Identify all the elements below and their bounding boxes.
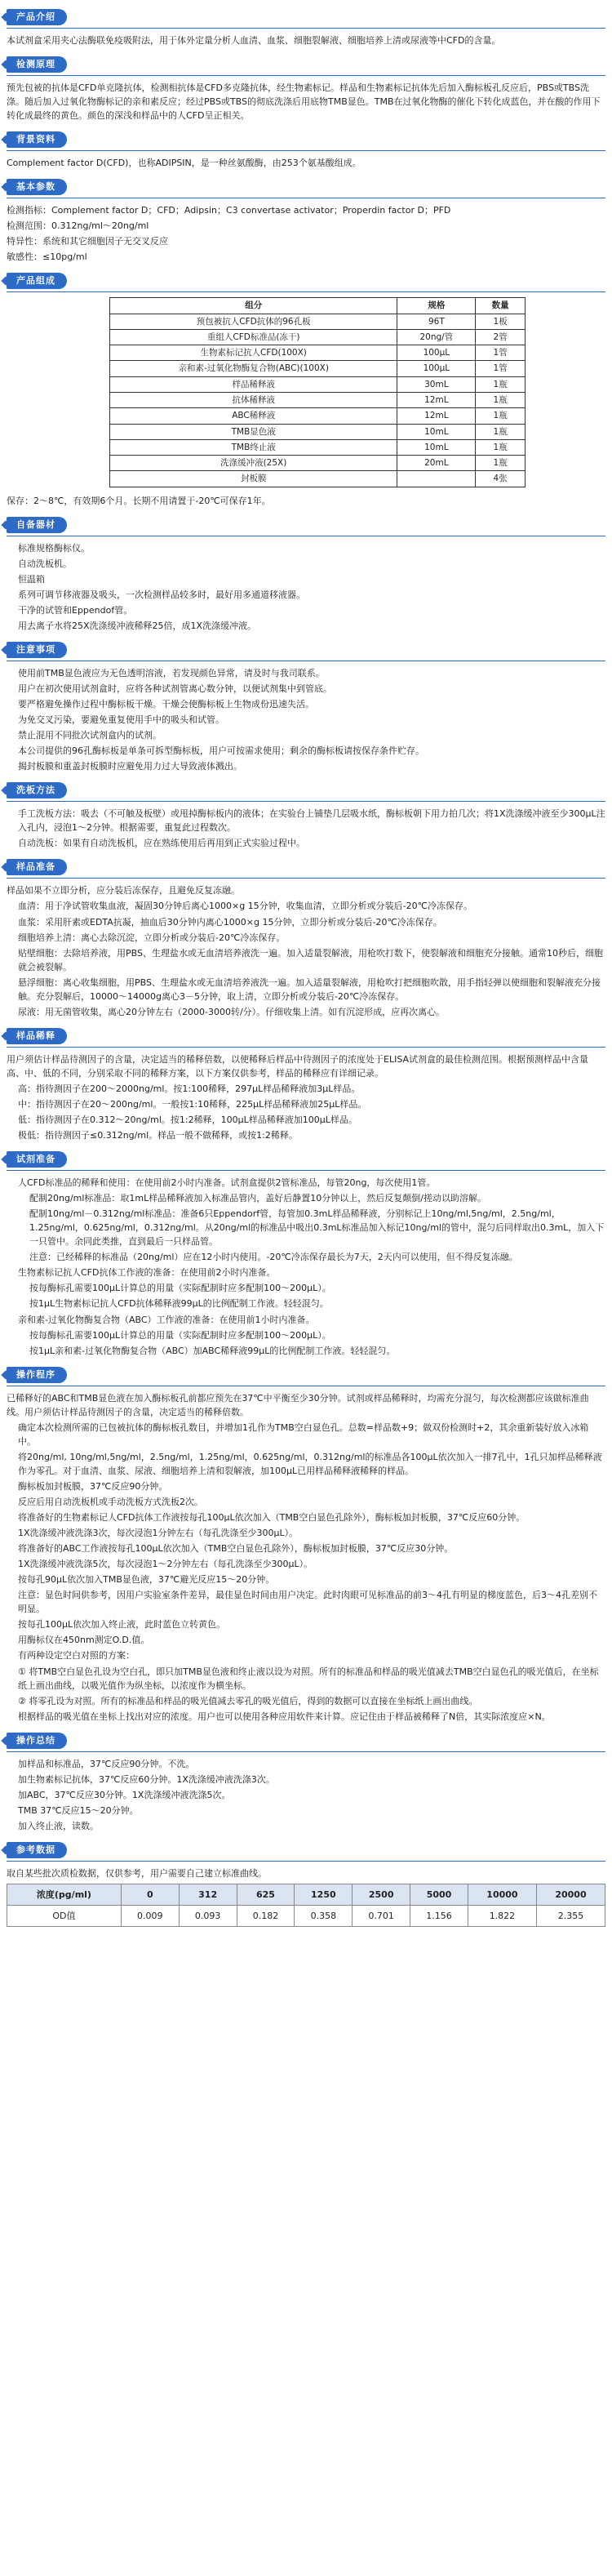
list-item: 人CFD标准品的稀释和使用：在使用前2小时内准备。试剂盒提供2管标准品，每管20ng，每次使用1管。 bbox=[18, 1177, 436, 1189]
components-table bbox=[109, 297, 526, 487]
table-cell: 样品稀释液 bbox=[110, 376, 397, 392]
section-tag: 操作程序 bbox=[7, 1367, 67, 1383]
list-item: 按每酶标孔需要100μL计算总的用量（实际配制时应多配制100～200μL）。 bbox=[29, 1329, 331, 1341]
table-cell: 抗体稀释液 bbox=[110, 393, 397, 408]
list-item: 为免交叉污染，要避免重复使用手中的吸头和试管。 bbox=[18, 714, 224, 726]
list-item: 干净的试管和Eppendof管。 bbox=[18, 604, 133, 616]
reagent-list bbox=[7, 1176, 605, 1358]
column-header: 组分 bbox=[110, 298, 397, 314]
list-item: 按1μL亲和素-过氧化物酶复合物（ABC）加ABC稀释液99μL的比例配制工作液。轻轻混匀。 bbox=[29, 1345, 396, 1356]
table-cell: 1管 bbox=[476, 345, 526, 361]
section-principle bbox=[7, 54, 605, 122]
table-row bbox=[110, 439, 526, 455]
section-header bbox=[7, 1840, 605, 1862]
section-tag: 自备器材 bbox=[7, 517, 67, 533]
list-item: 加ABC，37℃反应30分钟。1X洗涤缓冲液洗涤5次。 bbox=[18, 1789, 231, 1800]
table-cell: 312 bbox=[179, 1884, 237, 1905]
table-cell: 2500 bbox=[353, 1884, 410, 1905]
table-cell: 0.182 bbox=[237, 1906, 295, 1927]
table-row bbox=[110, 345, 526, 361]
table-cell: 5000 bbox=[410, 1884, 468, 1905]
table-cell: 1瓶 bbox=[476, 393, 526, 408]
column-header: 数量 bbox=[476, 298, 526, 314]
list-item: 标准规格酶标仪。 bbox=[18, 542, 90, 554]
table-cell: 浓度(pg/ml) bbox=[7, 1884, 122, 1905]
table-cell: 1瓶 bbox=[476, 439, 526, 455]
table-cell: 洗涤缓冲液(25X) bbox=[110, 456, 397, 471]
table-cell: 10000 bbox=[468, 1884, 536, 1905]
table-cell: 0.358 bbox=[295, 1906, 353, 1927]
list-item: 按每孔100μL依次加入终止液，此时蓝色立转黄色。 bbox=[18, 1619, 226, 1631]
param-line: 检测范围：0.312ng/ml～20ng/ml bbox=[7, 220, 149, 232]
table-cell: 预包被抗人CFD抗体的96孔板 bbox=[110, 314, 397, 329]
list-item: 禁止混用不同批次试剂盒内的试剂。 bbox=[18, 730, 162, 741]
table-cell: 30mL bbox=[397, 376, 476, 392]
table-row bbox=[110, 314, 526, 329]
table-cell: 20000 bbox=[536, 1884, 605, 1905]
section-tag: 产品组成 bbox=[7, 273, 67, 289]
list-item: 用去离子水将25X洗涤缓冲液稀释25倍，成1X洗涤缓冲液。 bbox=[18, 620, 257, 631]
list-item: 贴壁细胞：去除培养液，用PBS、生理盐水或无血清培养液洗一遍。加入适量裂解液，用枪吹打数下，使裂解液和细胞充分接触。通常10秒后，细胞就会被裂解。 bbox=[18, 947, 603, 972]
section-sample-dilution bbox=[7, 1026, 605, 1142]
list-item: 按每酶标孔需要100μL计算总的用量（实际配制时应多配制100～200μL）。 bbox=[29, 1283, 331, 1294]
section-reagent-prep bbox=[7, 1149, 605, 1358]
list-item: 用酶标仪在450nm测定O.D.值。 bbox=[18, 1635, 150, 1646]
table-cell: 625 bbox=[237, 1884, 295, 1905]
table-row bbox=[7, 1906, 605, 1927]
section-basic-params bbox=[7, 176, 605, 264]
list-item: ① 将TMB空白显色孔设为空白孔，即只加TMB显色液和终止液以设为对照。所有的标准品和样品的吸光值减去TMB空白显色孔的吸光值后，在坐标纸上画出曲线，以吸光值作为纵坐标，以浓度作为横坐标。 bbox=[18, 1666, 599, 1691]
table-cell: ABC稀释液 bbox=[110, 408, 397, 424]
list-item: 加生物素标记抗体，37℃反应60分钟。1X洗涤缓冲液洗涤3次。 bbox=[18, 1773, 275, 1785]
background-text: Complement factor D(CFD)，也称ADIPSIN，是一种丝氨酸酶，由253个氨基酸组成。 bbox=[7, 158, 361, 169]
section-tag: 样品准备 bbox=[7, 859, 67, 875]
dilution-intro: 用户须估计样品待测因子的含量，决定适当的稀释倍数，以使稀释后样品中待测因子的浓度处于ELISA试剂盒的最佳检测范围。根据预测样品中含量高、中、低的不同，分别采取不同的稀释方案，以下方案仅供参考，样品的稀释应有详细记录。 bbox=[7, 1053, 589, 1079]
table-cell: 0.701 bbox=[353, 1906, 410, 1927]
intro-text: 本试剂盒采用夹心法酶联免疫吸附法，用于体外定量分析人血清、血浆、细胞裂解液、细胞培养上清或尿液等中CFD的含量。 bbox=[7, 35, 501, 46]
section-components bbox=[7, 270, 605, 507]
section-header bbox=[7, 7, 605, 29]
list-item: 要严格避免操作过程中酶标板干燥。干燥会使酶标板上生物成份迅速失活。 bbox=[18, 699, 314, 710]
table-cell: 100μL bbox=[397, 345, 476, 361]
table-cell: 0.009 bbox=[121, 1906, 179, 1927]
table-cell: 0.093 bbox=[179, 1906, 237, 1927]
table-cell: 20mL bbox=[397, 456, 476, 471]
list-item: 系列可调节移液器及吸头，一次检测样品较多时，最好用多通道移液器。 bbox=[18, 589, 305, 600]
table-row bbox=[110, 329, 526, 345]
section-reference-data bbox=[7, 1840, 605, 1927]
list-item: 样品如果不立即分析，应分装后冻保存，且避免反复冻融。 bbox=[7, 885, 240, 896]
table-row bbox=[110, 471, 526, 487]
list-item: 配制20ng/ml标准品：取1mL样品稀释液加入标准品管内，盖好后静置10分钟以上，然后反复颠倒/搓动以助溶解。 bbox=[29, 1193, 486, 1204]
table-cell: 1250 bbox=[295, 1884, 353, 1905]
section-header bbox=[7, 780, 605, 802]
section-notes bbox=[7, 639, 605, 773]
list-item: 细胞培养上清：离心去除沉淀，立即分析或分装后-20℃冷冻保存。 bbox=[18, 932, 286, 943]
section-tag: 检测原理 bbox=[7, 56, 67, 73]
section-tag: 样品稀释 bbox=[7, 1028, 67, 1044]
section-header bbox=[7, 54, 605, 76]
table-cell: 1.822 bbox=[468, 1906, 536, 1927]
table-cell: 2管 bbox=[476, 329, 526, 345]
list-item: 按1μL生物素标记抗人CFD抗体稀释液99μL的比例配制工作液。轻轻混匀。 bbox=[29, 1298, 329, 1310]
column-header: 规格 bbox=[397, 298, 476, 314]
table-cell: 生物素标记抗人CFD(100X) bbox=[110, 345, 397, 361]
list-item: 极低：指待测因子≤0.312ng/ml。样品一般不做稀释，或按1:2稀释。 bbox=[18, 1130, 298, 1141]
section-tag: 基本参数 bbox=[7, 179, 67, 195]
table-row bbox=[110, 424, 526, 439]
table-header-row bbox=[110, 298, 526, 314]
section-tag: 产品介绍 bbox=[7, 9, 67, 25]
table-cell: 1瓶 bbox=[476, 408, 526, 424]
table-cell: 0 bbox=[121, 1884, 179, 1905]
section-sample-prep bbox=[7, 856, 605, 1018]
table-cell bbox=[397, 471, 476, 487]
list-item: 恒温箱 bbox=[18, 573, 45, 585]
section-header bbox=[7, 176, 605, 198]
list-item: 根据样品的吸光值在坐标上找出对应的浓度。用户也可以使用各种应用软件来计算。应记住由于样品被稀释了N倍，其实际浓度应×N。 bbox=[18, 1711, 551, 1722]
product-manual bbox=[0, 7, 612, 1937]
list-item: 使用前TMB显色液应为无色透明溶液，若发现颜色异常，请及时与我司联系。 bbox=[18, 667, 325, 678]
section-background bbox=[7, 129, 605, 170]
table-header-row bbox=[7, 1884, 605, 1905]
table-cell: TMB显色液 bbox=[110, 424, 397, 439]
table-cell: 封板膜 bbox=[110, 471, 397, 487]
table-cell: 10mL bbox=[397, 439, 476, 455]
section-header bbox=[7, 1364, 605, 1386]
list-item: 注意：已经稀释的标准品（20ng/ml）应在12小时内使用。-20℃冷冻保存最长为7天，2天内可以使用，但不得反复冻融。 bbox=[29, 1252, 518, 1263]
section-header bbox=[7, 639, 605, 661]
list-item: 加入终止液，读数。 bbox=[18, 1820, 99, 1831]
table-cell: 1.156 bbox=[410, 1906, 468, 1927]
table-cell: 1板 bbox=[476, 314, 526, 329]
procedure-list bbox=[7, 1391, 605, 1724]
table-cell: 4张 bbox=[476, 471, 526, 487]
section-header bbox=[7, 856, 605, 879]
section-header bbox=[7, 1149, 605, 1171]
table-cell: OD值 bbox=[7, 1906, 122, 1927]
section-tag: 注意事项 bbox=[7, 642, 67, 658]
section-header bbox=[7, 270, 605, 292]
table-row bbox=[110, 393, 526, 408]
param-line: 特异性：系统和其它细胞因子无交叉反应 bbox=[7, 236, 168, 247]
list-item: 生物素标记抗人CFD抗体工作液的准备：在使用前2小时内准备。 bbox=[18, 1267, 276, 1279]
principle-text: 预先包被的抗体是CFD单克隆抗体，检测相抗体是CFD多克隆抗体，经生物素标记。样品和生物素标记抗体先后加入酶标板孔反应后，PBS或TBS洗涤。随后加入过氧化物酶标记的亲和素反应；经过PBS或TBS的彻底洗涤后用底物TMB显色。TMB在过氧化物酶的催化下转化成蓝色，并在酸的作用下转化成最终的黄色。颜色的深浅和样品中的人CFD呈正相关。 bbox=[7, 82, 601, 122]
section-header bbox=[7, 1730, 605, 1752]
list-item: 注意：显色时间供参考，因用户实验室条件差异，最佳显色时间由用户决定。此时肉眼可见标准品的前3～4孔有明显的梯度蓝色，后3～4孔差别不明显。 bbox=[18, 1590, 597, 1615]
reference-table bbox=[7, 1884, 605, 1927]
section-summary bbox=[7, 1730, 605, 1833]
list-item: 将准备好的ABC工作液按每孔100μL依次加入（TMB空白显色孔除外），酶标板加封板膜，37℃反应30分钟。 bbox=[18, 1543, 454, 1555]
table-cell: 100μL bbox=[397, 361, 476, 376]
list-item: 已稀释好的ABC和TMB显色液在加入酶标板孔前都应预先在37℃中平衡至少30分钟。试剂或样品稀释时，均需充分混匀，每次检测都应该做标准曲线。用户须估计样品待测因子的含量，决定适当的稀释倍数。 bbox=[7, 1392, 589, 1417]
table-row bbox=[110, 408, 526, 424]
list-item: 高：指待测因子在200～2000ng/ml。按1:100稀释，297μL样品稀释液加3μL样品。 bbox=[18, 1083, 361, 1094]
section-tag: 试剂准备 bbox=[7, 1151, 67, 1168]
table-cell: 1瓶 bbox=[476, 376, 526, 392]
section-header bbox=[7, 1026, 605, 1048]
components-table-body bbox=[110, 314, 526, 487]
list-item: 血浆：采用肝素或EDTA抗凝，抽血后30分钟内离心1000×g 15分钟，立即分析或分装后-20℃冷冻保存。 bbox=[18, 916, 442, 928]
table-row bbox=[110, 361, 526, 376]
list-item: 1X洗涤缓冲液洗涤5次，每次浸泡1～2分钟左右（每孔洗涤至少300μL）。 bbox=[18, 1559, 313, 1570]
list-item: 酶标板加封板膜，37℃反应90分钟。 bbox=[18, 1480, 168, 1492]
list-item: TMB 37℃反应15～20分钟。 bbox=[18, 1804, 139, 1816]
list-item: 1X洗涤缓冲液洗涤3次，每次浸泡1分钟左右（每孔洗涤至少300μL）。 bbox=[18, 1528, 299, 1539]
list-item: 血清：用于净试管收集血液，凝固30分钟后离心1000×g 15分钟，收集血清，立即分析或分装后-20℃冷冻保存。 bbox=[18, 901, 473, 912]
table-cell: 重组人CFD标准品(冻干) bbox=[110, 329, 397, 345]
section-tag: 洗板方法 bbox=[7, 782, 67, 799]
table-row bbox=[110, 376, 526, 392]
section-tag: 参考数据 bbox=[7, 1842, 67, 1858]
section-equipment bbox=[7, 514, 605, 633]
section-procedure bbox=[7, 1364, 605, 1724]
list-item: 反应后用自动洗板机或手动洗板方式洗板2次。 bbox=[18, 1497, 203, 1507]
section-tag: 操作总结 bbox=[7, 1733, 67, 1749]
list-item: 自动洗板：如果有自动洗板机，应在熟练使用后再用到正式实验过程中。 bbox=[18, 838, 305, 849]
table-cell: 96T bbox=[397, 314, 476, 329]
list-item: 自动洗板机。 bbox=[18, 558, 72, 569]
table-cell: 2.355 bbox=[536, 1906, 605, 1927]
list-item: 有两种设定空白对照的方案： bbox=[18, 1650, 135, 1662]
table-cell: TMB终止液 bbox=[110, 439, 397, 455]
table-cell: 1瓶 bbox=[476, 424, 526, 439]
list-item: 加样品和标准品，37℃反应90分钟。不洗。 bbox=[18, 1758, 195, 1769]
list-item: 配制10ng/ml－0.312ng/ml标准品：准备6只Eppendorf管，每管加0.3mL样品稀释液，分别标记上10ng/ml,5ng/ml，2.5ng/ml，1.25ng/ml，0.625ng/ml，0.312ng/ml。从20ng/ml的标准品中吸出0.3mL标准品加入标记10ng/ml的管中，混匀后同样取出0.3mL，加入下一只管中。余同此类推，直到最后一只样品管。 bbox=[29, 1208, 605, 1248]
list-item: 本公司提供的96孔酶标板是单条可拆型酶标板，用户可按需求使用；剩余的酶标板请按保存条件贮存。 bbox=[18, 745, 424, 757]
section-header bbox=[7, 129, 605, 151]
list-item: 确定本次检测所需的已包被抗体的酶标板孔数目，并增加1孔作为TMB空白显色孔。总数=样品数+9；做双份检测时+2，其余重新装好放入冰箱中。 bbox=[18, 1421, 589, 1447]
table-cell: 10mL bbox=[397, 424, 476, 439]
list-item: 悬浮细胞：离心收集细胞，用PBS、生理盐水或无血清培养液洗一遍。加入适量裂解液，用枪吹打把细胞吹散，用手指轻弹以使细胞和裂解液充分接触。充分裂解后，10000～14000g离心3－5分钟，取上清，立即分析或分装后-20℃冷冻保存。 bbox=[18, 977, 601, 1002]
table-cell: 20ng/管 bbox=[397, 329, 476, 345]
section-header bbox=[7, 514, 605, 536]
list-item: 将准备好的生物素标记人CFD抗体工作液按每孔100μL依次加入（TMB空白显色孔除外），酶标板加封板膜，37℃反应60分钟。 bbox=[18, 1512, 526, 1524]
param-line: 敏感性：≤10pg/ml bbox=[7, 251, 87, 263]
table-cell: 1瓶 bbox=[476, 456, 526, 471]
section-washing bbox=[7, 780, 605, 850]
list-item: 按每孔90μL依次加入TMB显色液，37℃避光反应15～20分钟。 bbox=[18, 1574, 275, 1586]
section-tag: 背景资料 bbox=[7, 131, 67, 148]
param-line: 检测指标：Complement factor D；CFD；Adipsin；C3 convertase activator；Properdin factor D；PFD bbox=[7, 205, 451, 216]
list-item: 中：指待测因子在20～200ng/ml。一般按1:10稀释，225μL样品稀释液加25μL样品。 bbox=[18, 1098, 367, 1110]
storage-note: 保存：2～8℃，有效期6个月。长期不用请置于-20℃可保存1年。 bbox=[7, 495, 271, 506]
list-item: 低：指待测因子在0.312～20ng/ml。按1:2稀释，100μL样品稀释液加100μL样品。 bbox=[18, 1114, 357, 1126]
list-item: 亲和素-过氧化物酶复合物（ABC）工作液的准备：在使用前1小时内准备。 bbox=[18, 1314, 315, 1325]
list-item: ② 将零孔设为对照。所有的标准品和样品的吸光值减去零孔的吸光值后，得到的数据可以直接在坐标纸上画出曲线。 bbox=[18, 1695, 478, 1706]
table-cell: 12mL bbox=[397, 408, 476, 424]
table-cell: 1管 bbox=[476, 361, 526, 376]
list-item: 手工洗板方法：吸去（不可触及板壁）或甩掉酶标板内的液体；在实验台上铺垫几层吸水纸，酶标板朝下用力拍几次；将1X洗涤缓冲液至少300μL注入孔内，浸泡1～2分钟。根据需要，重复此过程数次。 bbox=[18, 808, 605, 834]
table-cell: 12mL bbox=[397, 393, 476, 408]
list-item: 尿液：用无菌管收集，离心20分钟左右（2000-3000转/分）。仔细收集上清。如有沉淀形成，应再次离心。 bbox=[18, 1006, 446, 1017]
section-intro bbox=[7, 7, 605, 47]
list-item: 用户在初次使用试剂盒时，应将各种试剂管离心数分钟，以便试剂集中到管底。 bbox=[18, 683, 332, 694]
list-item: 揭封板膜和重盖封板膜时应避免用力过大导致液体溅出。 bbox=[18, 761, 242, 772]
table-row bbox=[110, 456, 526, 471]
table-cell: 亲和素-过氧化物酶复合物(ABC)(100X) bbox=[110, 361, 397, 376]
reference-note: 取自某些批次质检数据，仅供参考，用户需要自己建立标准曲线。 bbox=[7, 1867, 267, 1879]
list-item: 将20ng/ml, 10ng/ml,5ng/ml，2.5ng/ml，1.25ng/ml，0.625ng/ml，0.312ng/ml的标准品各100μL依次加入一排7孔中，1孔只加样品稀释液作为零孔。对于血清、血浆、尿液、细胞培养上清和裂解液，加100μL已用样品稀释液稀释的样品。 bbox=[18, 1451, 602, 1476]
